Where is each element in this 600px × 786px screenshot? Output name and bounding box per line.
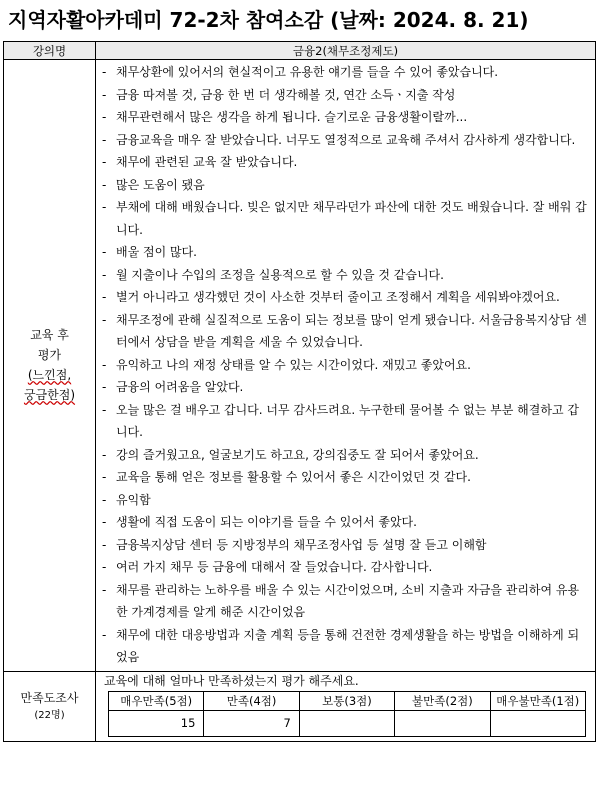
comment-item: - 금융의 어려움을 알았다. xyxy=(102,376,589,399)
evaluation-row xyxy=(4,60,596,672)
evaluation-label-line: 교육 후 xyxy=(30,328,69,343)
comment-item: - 오늘 많은 걸 배우고 갑니다. 너무 감사드려요. 누구한테 물어볼 수 없는 부분 해결하고 갑니다. xyxy=(102,399,589,444)
satisfaction-question: 교육에 대해 얼마나 만족하셨는지 평가 해주세요. xyxy=(104,673,359,688)
rating-label: 보통(3점) xyxy=(299,691,394,710)
evaluation-label-line: (느낀점, xyxy=(27,368,72,383)
comment-item: - 금융복지상담 센터 등 지방정부의 채무조정사업 등 설명 잘 듣고 이해함 xyxy=(102,534,589,557)
comment-item: - 많은 도움이 됐음 xyxy=(102,174,589,197)
comment-item: - 유익함 xyxy=(102,489,589,512)
rating-value xyxy=(395,710,490,736)
comment-item: - 교육을 통해 얻은 정보를 활용할 수 있어서 좋은 시간이었던 것 같다. xyxy=(102,466,589,489)
rating-label: 만족(4점) xyxy=(204,691,299,710)
lecture-name-value: 금융2(채무조정제도) xyxy=(96,42,596,60)
comment-item: - 여러 가지 채무 등 금융에 대해서 잘 들었습니다. 감사합니다. xyxy=(102,556,589,579)
comment-item: - 배울 점이 많다. xyxy=(102,241,589,264)
evaluation-label-line: 평가 xyxy=(37,348,62,363)
header-row xyxy=(4,42,596,60)
rating-value xyxy=(490,710,585,736)
comment-item: - 채무조정에 관해 실질적으로 도움이 되는 정보를 많이 얻게 됐습니다. 서울금융복지상담 센터에서 상담을 받을 계획을 세울 수 있었습니다. xyxy=(102,309,589,354)
evaluation-label-line: 궁금한점) xyxy=(23,388,76,403)
comment-item: - 금융교육을 매우 잘 받았습니다. 너무도 열정적으로 교육해 주셔서 감사하게 생각합니다. xyxy=(102,129,589,152)
rating-table xyxy=(108,691,586,737)
comment-item: - 금융 따져볼 것, 금융 한 번 더 생각해볼 것, 연간 소득ㆍ지출 작성 xyxy=(102,84,589,107)
evaluation-comments xyxy=(96,60,596,672)
respondent-count: (22명) xyxy=(34,710,65,721)
comment-item: - 채무관련해서 많은 생각을 하게 됩니다. 슬기로운 금융생활이랄까... xyxy=(102,106,589,129)
satisfaction-content xyxy=(96,671,596,741)
satisfaction-label: 만족도조사 xyxy=(20,691,79,705)
lecture-name-label: 강의명 xyxy=(4,42,96,60)
rating-labels-row xyxy=(109,691,586,710)
comment-item: - 별거 아니라고 생각했던 것이 사소한 것부터 줄이고 조정해서 계획을 세워봐야겠어요. xyxy=(102,286,589,309)
rating-values-row xyxy=(109,710,586,736)
rating-label: 불만족(2점) xyxy=(395,691,490,710)
comment-item: - 채무에 관련된 교육 잘 받았습니다. xyxy=(102,151,589,174)
comment-item: - 채무를 관리하는 노하우를 배울 수 있는 시간이었으며, 소비 지출과 자금을 관리하여 유용한 가계경제를 알게 해준 시간이었음 xyxy=(102,579,589,624)
rating-value: 7 xyxy=(204,710,299,736)
rating-label: 매우불만족(1점) xyxy=(490,691,585,710)
page-title: 지역자활아카데미 72-2차 참여소감 (날짜: 2024. 8. 21) xyxy=(8,8,529,32)
survey-table xyxy=(3,41,596,742)
comment-item: - 부채에 대해 배웠습니다. 빚은 없지만 채무라던가 파산에 대한 것도 배웠습니다. 잘 배워 갑니다. xyxy=(102,196,589,241)
comment-item: - 채무에 대한 대응방법과 지출 계획 등을 통해 건전한 경제생활을 하는 방법을 이해하게 되었음 xyxy=(102,624,589,669)
evaluation-label xyxy=(4,60,96,672)
comment-item: - 월 지출이나 수입의 조정을 실용적으로 할 수 있을 것 같습니다. xyxy=(102,264,589,287)
rating-label: 매우만족(5점) xyxy=(109,691,204,710)
comment-item: - 생활에 직접 도움이 되는 이야기를 들을 수 있어서 좋았다. xyxy=(102,511,589,534)
comment-item: - 강의 즐거웠고요, 얼굴보기도 하고요, 강의집중도 잘 되어서 좋았어요. xyxy=(102,444,589,467)
satisfaction-label-cell xyxy=(4,671,96,741)
comment-item: - 유익하고 나의 재정 상태를 알 수 있는 시간이었다. 재밌고 좋았어요. xyxy=(102,354,589,377)
comment-list xyxy=(96,60,595,671)
rating-value: 15 xyxy=(109,710,204,736)
comment-item: - 채무상환에 있어서의 현실적이고 유용한 얘기를 들을 수 있어 좋았습니다. xyxy=(102,61,589,84)
satisfaction-row xyxy=(4,671,596,741)
rating-value xyxy=(299,710,394,736)
